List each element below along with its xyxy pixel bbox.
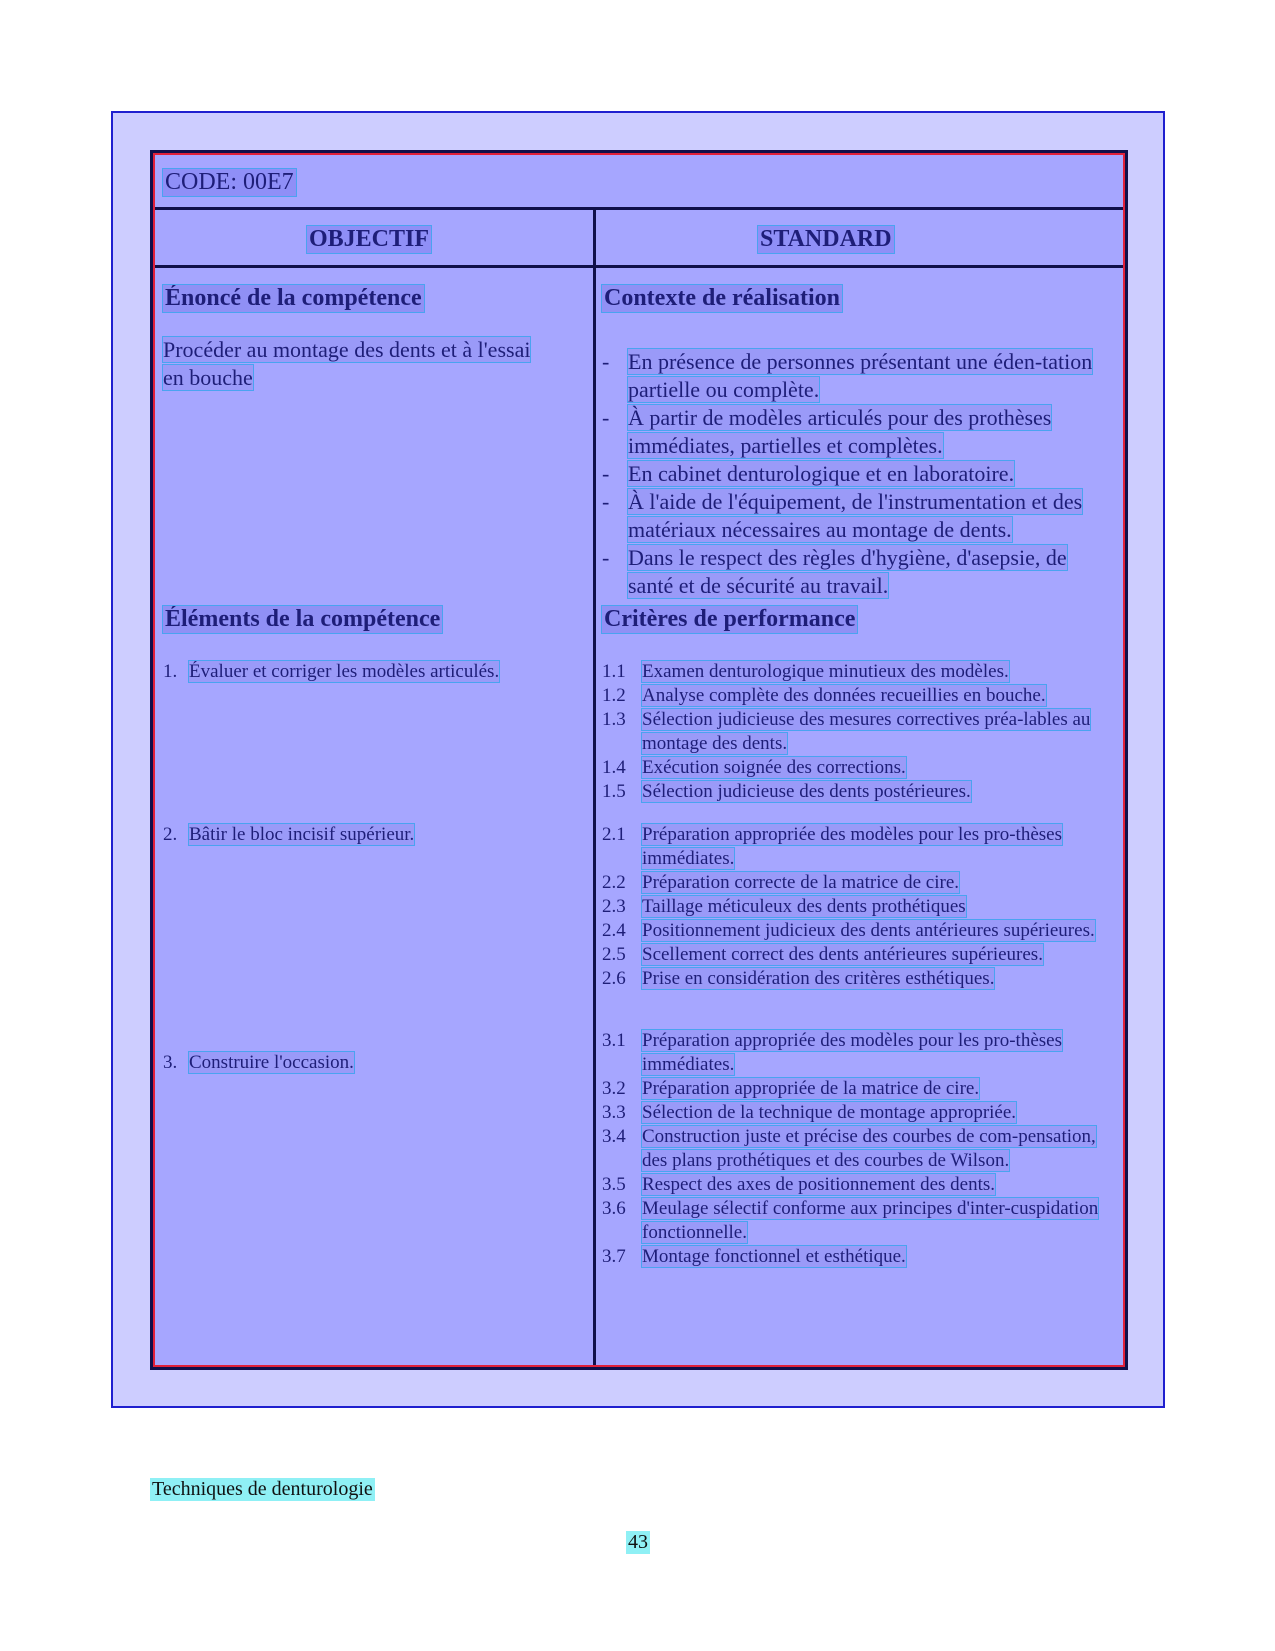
header-row [155,210,1123,268]
critere-item: 3.2 Préparation appropriée de la matrice de cire. [602,1078,980,1099]
contexte-item: - En cabinet denturologique et en laboratoire. [602,461,1015,486]
table-inner-border [153,153,1125,1367]
criteres-title: Critères de performance [604,606,856,632]
enonce-line-1: Procéder au montage des dents et à l'essai [163,337,531,362]
contexte-item: - En présence de personnes présentant une éden-tation partielle ou complète. [602,349,1093,402]
critere-item: 1.4 Exécution soignée des corrections. [602,757,906,778]
critere-item: 1.2 Analyse complète des données recueillies en bouche. [602,685,1046,706]
footer-program-name: Techniques de denturologie [152,1478,373,1500]
column-divider [593,208,596,1365]
contexte-item: - Dans le respect des règles d'hygiène, d'asepsie, de santé et de sécurité au travail. [602,545,1067,598]
page-number: 43 [628,1531,648,1553]
critere-item: 1.1 Examen denturologique minutieux des modèles. [602,661,1009,682]
critere-item: 2.4 Positionnement judicieux des dents antérieures supérieures. [602,920,1095,941]
header-standard: STANDARD [760,226,892,252]
code-label: CODE: 00E7 [165,169,294,195]
element-1 [163,660,499,684]
elements-title: Éléments de la compétence [165,606,441,632]
critere-item: 3.7 Montage fonctionnel et esthétique. [602,1246,906,1267]
criteres-group-3 [602,1029,1112,1269]
criteres-group-2 [602,823,1112,991]
element-2 [163,823,414,847]
objectif-column [163,268,583,1365]
element-text: Construire l'occasion. [189,1052,354,1073]
enonce-line-2: en bouche [163,365,253,390]
header-objectif: OBJECTIF [309,226,430,252]
element-num: 3. [163,1052,178,1073]
critere-item: 2.3 Taillage méticuleux des dents prothétiques [602,896,966,917]
code-row [155,155,1123,210]
element-3 [163,1051,354,1075]
criteres-group-1 [602,660,1112,804]
critere-item: 1.3 Sélection judicieuse des mesures correctives préa-lables au montage des dents. [602,709,1091,754]
contexte-item: - À l'aide de l'équipement, de l'instrumentation et des matériaux nécessaires au montage de dents. [602,489,1083,542]
critere-item: 3.1 Préparation appropriée des modèles pour les pro-thèses immédiates. [602,1030,1062,1075]
element-text: Bâtir le bloc incisif supérieur. [189,824,415,845]
element-num: 1. [163,661,178,682]
contexte-list [602,348,1112,600]
critere-item: 2.5 Scellement correct des dents antérieures supérieures. [602,944,1043,965]
element-text: Évaluer et corriger les modèles articulés. [189,661,500,682]
critere-item: 3.3 Sélection de la technique de montage appropriée. [602,1102,1017,1123]
standard-column [602,268,1112,1365]
enonce-text [163,336,530,392]
critere-item: 3.5 Respect des axes de positionnement des dents. [602,1174,996,1195]
contexte-item: - À partir de modèles articulés pour des prothèses immédiates, partielles et complètes. [602,405,1052,458]
enonce-title: Énoncé de la compétence [165,285,422,311]
critere-item: 3.4 Construction juste et précise des courbes de com-pensation, des plans prothétiques et des courbes de Wilson. [602,1126,1096,1171]
contexte-title: Contexte de réalisation [604,285,840,311]
critere-item: 2.6 Prise en considération des critères esthétiques. [602,968,995,989]
element-num: 2. [163,824,178,845]
competency-table [150,150,1128,1370]
critere-item: 2.2 Préparation correcte de la matrice de cire. [602,872,960,893]
critere-item: 2.1 Préparation appropriée des modèles pour les pro-thèses immédiates. [602,824,1062,869]
critere-item: 3.6 Meulage sélectif conforme aux principes d'inter-cuspidation fonctionnelle. [602,1198,1099,1243]
critere-item: 1.5 Sélection judicieuse des dents postérieures. [602,781,971,802]
